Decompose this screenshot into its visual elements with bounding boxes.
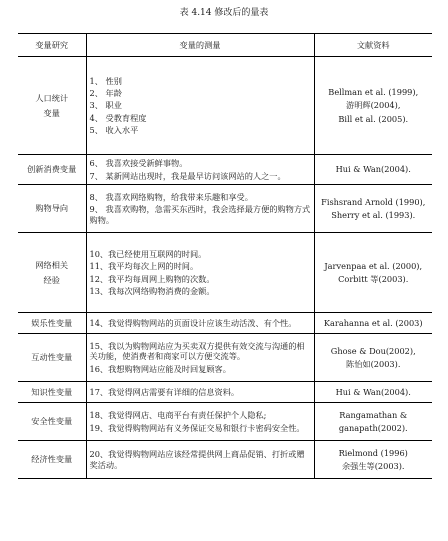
- item-text: 我已经使用互联网的时间。: [108, 249, 207, 259]
- item-text: 我喜欢网络购物，给我带来乐趣和享受。: [105, 192, 253, 203]
- item-number: 13、: [89, 285, 109, 296]
- variable-cell: [18, 233, 86, 313]
- measurement-item: [90, 113, 311, 123]
- item-text: 我想购物网站应能及时回复顾客。: [108, 363, 231, 374]
- item-number: 1、: [89, 75, 103, 86]
- reference-line: Jarvenpaa et al. (2000),: [324, 260, 423, 271]
- table-row: [18, 57, 432, 155]
- item-number: 5、: [89, 124, 103, 135]
- item-number: 18、: [89, 410, 109, 421]
- reference-line: ganapath(2002).: [338, 423, 408, 433]
- item-number: 4、: [89, 112, 103, 123]
- measurement-item: [90, 158, 311, 168]
- measurement-cell: [86, 441, 314, 479]
- reference-cell: [314, 382, 432, 403]
- variable-cell: [18, 382, 86, 403]
- variable-name: 人口统计: [35, 93, 69, 104]
- variable-cell: [18, 185, 86, 233]
- item-number: 20、: [89, 449, 109, 460]
- variable-name: 互动性变量: [31, 352, 73, 363]
- measurement-item: [90, 76, 311, 86]
- measurement-cell: [86, 185, 314, 233]
- item-number: 2、: [89, 88, 103, 99]
- item-number: 19、: [89, 422, 109, 433]
- item-number: 8、: [89, 192, 103, 203]
- variable-name: 知识性变量: [31, 386, 73, 397]
- variable-name: 变量: [43, 107, 60, 118]
- variable-cell: [18, 403, 86, 441]
- item-text: 我觉得购物网站应该经常提供网上商品促销、打折或赠奖活动。: [89, 449, 305, 470]
- item-text: 收入水平: [105, 124, 139, 135]
- reference-line: Hui & Wan(2004).: [335, 164, 411, 175]
- table-row: [18, 441, 432, 479]
- measurement-item: [90, 274, 311, 284]
- variable-cell: [18, 155, 86, 185]
- variable-cell: [18, 334, 86, 382]
- table-row: [18, 334, 432, 382]
- measurement-cell: [86, 155, 314, 185]
- measurement-item: [90, 192, 311, 202]
- item-text: 我觉得购物网站有义务保证交易和银行卡密码安全性。: [108, 422, 305, 433]
- measurement-item: [90, 449, 311, 470]
- measurement-item: [90, 318, 311, 328]
- header-row: [18, 34, 432, 57]
- item-number: 6、: [89, 158, 103, 169]
- variable-cell: [18, 313, 86, 334]
- variable-name: 娱乐性变量: [31, 317, 73, 328]
- item-text: 性别: [105, 75, 122, 86]
- reference-line: Sherry et al. (1993).: [331, 210, 416, 220]
- item-text: 我平均每周网上购物的次数。: [108, 273, 215, 284]
- reference-line: Fishsrand Arnold (1990),: [321, 196, 426, 207]
- reference-cell: [314, 155, 432, 185]
- reference-line: Hui & Wan(2004).: [335, 386, 411, 397]
- item-text: 我每次网络购物消费的金额。: [108, 285, 215, 296]
- item-number: 14、: [89, 317, 109, 328]
- reference-cell: [314, 57, 432, 155]
- item-number: 7、: [89, 170, 103, 181]
- reference-cell: [314, 185, 432, 233]
- item-text: 我觉得网店、电商平台有责任保护个人隐私;: [108, 410, 267, 421]
- variable-name: 网络相关: [35, 260, 69, 271]
- measurement-item: [90, 423, 311, 433]
- scale-table: [18, 33, 432, 479]
- item-number: 11、: [89, 261, 109, 272]
- reference-line: Bellman et al. (1999),: [328, 87, 419, 98]
- measurement-item: [90, 261, 311, 271]
- measurement-item: [90, 204, 311, 225]
- measurement-cell: [86, 57, 314, 155]
- measurement-cell: [86, 403, 314, 441]
- variable-name: 经济性变量: [31, 454, 73, 465]
- reference-line: Rangamathan &: [339, 409, 408, 420]
- table-row: [18, 313, 432, 334]
- item-number: 16、: [89, 363, 109, 374]
- reference-line: 游明辉(2004),: [346, 100, 401, 111]
- reference-line: Karahanna et al. (2003): [323, 317, 423, 328]
- item-text: 我喜欢接受新鲜事物。: [105, 158, 188, 169]
- item-text: 职业: [105, 100, 122, 111]
- table-row: [18, 185, 432, 233]
- table-row: [18, 155, 432, 185]
- item-text: 受教育程度: [105, 112, 147, 123]
- measurement-cell: [86, 334, 314, 382]
- variable-cell: [18, 441, 86, 479]
- measurement-item: [90, 249, 311, 259]
- header-measurement: 变量的测量: [86, 34, 314, 57]
- measurement-cell: [86, 233, 314, 313]
- header-references: 文献资料: [314, 34, 432, 57]
- variable-name: 购物导向: [35, 203, 69, 214]
- reference-line: 陈怡如(2003).: [346, 359, 401, 369]
- measurement-item: [90, 410, 311, 420]
- reference-line: Bill et al. (2005).: [338, 113, 409, 124]
- measurement-cell: [86, 382, 314, 403]
- item-number: 9、: [89, 204, 103, 215]
- table-row: [18, 403, 432, 441]
- item-text: 某新网站出现时，我是最早访问该网站的人之一。: [105, 170, 286, 181]
- reference-line: Corbitt 等(2003).: [338, 274, 409, 284]
- variable-name: 经验: [43, 274, 60, 285]
- reference-line: Rielmond (1996): [338, 447, 408, 458]
- reference-line: 余强生等(2003).: [341, 461, 405, 471]
- item-number: 10、: [89, 249, 109, 259]
- reference-cell: [314, 403, 432, 441]
- table-title: 表 4.14 修改后的量表: [179, 8, 269, 18]
- reference-cell: [314, 334, 432, 382]
- measurement-item: [90, 387, 311, 397]
- item-number: 12、: [89, 273, 109, 284]
- table-body: [18, 57, 432, 479]
- reference-cell: [314, 441, 432, 479]
- measurement-item: [90, 364, 311, 374]
- item-number: 17、: [89, 386, 109, 397]
- reference-cell: [314, 233, 432, 313]
- item-number: 15、: [89, 341, 109, 352]
- measurement-item: [90, 125, 311, 135]
- table-row: [18, 382, 432, 403]
- item-number: 3、: [89, 100, 103, 111]
- table-row: [18, 233, 432, 313]
- measurement-item: [90, 286, 311, 296]
- measurement-item: [90, 341, 311, 362]
- item-text: 我平均每次上网的时间。: [108, 261, 199, 272]
- reference-line: Ghose & Dou(2002),: [330, 345, 416, 356]
- measurement-item: [90, 100, 311, 110]
- item-text: 我以为购物网站应为买卖双方提供有效交流与沟通的相关功能，使消费者和商家可以方便交流等。: [89, 341, 305, 362]
- measurement-cell: [86, 313, 314, 334]
- measurement-item: [90, 88, 311, 98]
- variable-cell: [18, 57, 86, 155]
- item-text: 我喜欢购物，急需买东西时，我会选择最方便的购物方式购物。: [89, 204, 311, 225]
- variable-name: 创新消费变量: [27, 164, 77, 175]
- variable-name: 安全性变量: [31, 416, 73, 427]
- item-text: 年龄: [105, 88, 122, 99]
- reference-cell: [314, 313, 432, 334]
- item-text: 我觉得购物网站的页面设计应该生动活泼、有个性。: [108, 317, 297, 328]
- item-text: 我觉得网店需要有详细的信息资料。: [108, 386, 240, 397]
- measurement-item: [90, 171, 311, 181]
- header-variable: 变量研究: [18, 34, 86, 57]
